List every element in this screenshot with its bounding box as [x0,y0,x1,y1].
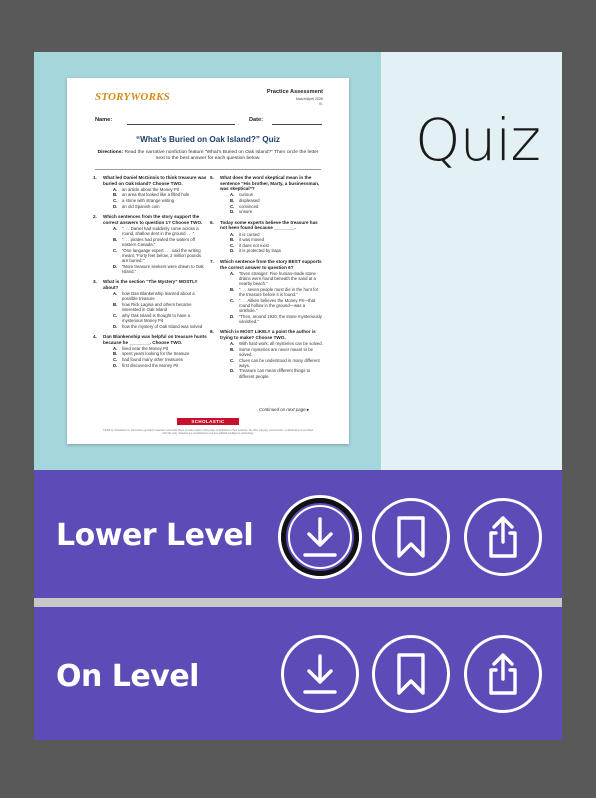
option-text: how the mystery of Oak Island was solved [122,323,203,329]
answer-option [103,204,207,209]
question-number: 5. [210,175,214,180]
option-letter: A. [230,341,235,347]
option-letter: D. [230,313,235,319]
option-letter: C. [230,357,235,363]
quiz-question [210,175,324,215]
option-text: Treasure can mean different things to different people. [239,368,311,379]
doc-directions-text: Read the narrative nonfiction feature “What’s Buried on Oak Island?” Then circle the letter next to the best answer for each question below. [124,150,319,162]
answer-option [220,298,324,314]
option-text: how Dan Blankenship learned about a possible treasure [122,291,195,302]
option-letter: D. [113,362,118,368]
quiz-document-thumbnail[interactable] [67,78,349,444]
answer-option [103,291,207,301]
answer-option [103,346,207,351]
option-text: curious [239,192,253,198]
answer-option [220,358,324,368]
option-text: it is cursed [239,231,260,237]
option-text: “More treasure seekers were drawn to Oak Island.” [122,263,204,274]
storyworks-logo: STORYWORKS [95,91,170,103]
question-number: 7. [210,258,214,264]
answer-option [103,302,207,312]
answer-option [220,347,324,357]
option-text: spent years looking for the treasure [122,351,190,357]
option-text: first discovered the Money Pit [122,362,179,368]
option-letter: A. [230,231,235,237]
doc-name-label: Name: [95,117,113,123]
quiz-preview-pane [34,52,381,470]
quiz-question [93,214,207,274]
option-letter: C. [230,297,235,303]
download-icon [300,652,340,696]
answer-option [220,243,324,248]
level-row-on-level [34,607,562,740]
option-letter: A. [230,192,235,198]
option-letter: A. [113,291,118,297]
answer-option [220,209,324,214]
answer-option [220,198,324,203]
option-letter: B. [113,192,118,198]
option-text: an old Spanish coin [122,203,160,209]
option-text: an area that looked like a filled hole [122,192,190,198]
option-letter: B. [230,286,235,292]
answer-option [220,314,324,324]
answer-option [103,363,207,368]
doc-questions-right [210,175,324,384]
question-number: 6. [210,219,214,225]
option-letter: D. [113,263,118,269]
option-text: “. . . Aitken believes the Money Pit—that round hollow in the ground—was a sinkhole.” [239,297,316,313]
answer-option [103,226,207,236]
option-text: With hard work, all mysteries can be solved. [239,341,323,347]
question-text: Which sentence from the story BEST supports the correct answer to question 6? [220,258,322,270]
option-text: Some mysteries are never meant to be solved. [239,346,314,357]
option-letter: D. [113,203,118,209]
option-text: it was moved [239,237,265,243]
answer-option [220,341,324,346]
answer-option [220,271,324,287]
answer-option [220,204,324,209]
option-letter: B. [230,237,235,243]
option-letter: D. [230,368,235,374]
answer-option [103,324,207,329]
doc-continued-note [259,407,309,413]
doc-name-line [127,124,235,125]
level-label-lower: Lower Level [56,518,254,553]
doc-fine-print: ©2026 by Scholastic Inc. Permission granted to teachers and subscribers to make copies of this page to distribute to their students. No other copying, transmission, or distributing is permitted with this copy. Readers are not allowed to use any artificial intelligence technology. [102,429,314,435]
quiz-question [210,329,324,379]
doc-header-date: March/April 2026 [295,97,323,101]
option-letter: C. [113,247,118,253]
option-text: had found many other treasures [122,357,183,363]
option-text: a stone with strange writing [122,198,175,204]
answer-option [220,237,324,242]
option-letter: C. [230,242,235,248]
option-text: “. . . pirates had prowled the waters off eastern Canada.” [122,236,196,247]
answer-option [103,187,207,192]
option-text: it does not exist [239,242,269,248]
question-number: 2. [93,214,97,220]
option-text: Clues can be understood in many different ways. [239,357,320,368]
option-text: “Even stranger: Five human-made stone drains were found beneath the sand at a nearby beach.” [239,270,316,287]
option-text: displeased [239,198,260,204]
quiz-question [93,334,207,368]
doc-directions-label: Directions: [97,150,124,155]
question-number: 8. [210,329,214,335]
question-number: 3. [93,279,97,285]
answer-option [220,248,324,253]
doc-header-label: Practice Assessment [266,89,323,95]
option-letter: A. [230,270,235,276]
question-number: 4. [93,334,97,340]
level-row-lower [34,470,562,598]
answer-option [103,313,207,323]
answer-option [220,368,324,378]
share-button-on-level[interactable] [464,635,542,713]
quiz-title-pane [381,52,562,470]
option-letter: B. [230,198,235,204]
level-divider [34,598,562,607]
option-text: why Oak Island is thought to have a mysterious Money Pit [122,312,191,324]
share-icon [483,651,523,697]
doc-header-grade: HL [318,102,323,106]
doc-title: “What’s Buried on Oak Island?” Quiz [136,135,280,144]
option-text: “Then, around 1920, the stone mysteriously vanished.” [239,313,322,324]
bookmark-icon [394,514,428,560]
level-label-on-level: On Level [56,659,199,694]
bookmark-button-lower[interactable] [372,498,450,576]
question-text: Which is MOST LIKELY a point the author is trying to make? Choose TWO. [220,329,316,340]
doc-questions-left [93,175,207,373]
option-text: “. . . seven people must die in the hunt for the treasure before it is found.” [239,286,319,297]
option-letter: C. [113,312,118,318]
question-number: 1. [93,175,97,180]
share-button-lower[interactable] [464,498,542,576]
download-icon [300,515,340,559]
doc-directions [97,150,319,163]
option-letter: C. [113,198,118,204]
doc-date-label: Date: [249,117,263,123]
option-letter: A. [113,186,118,192]
option-text: “One language expert . . . said the writing meant, ‘Forty feet below, 2 million pounds are buried.’” [122,247,202,264]
option-letter: B. [113,351,118,357]
option-letter: B. [113,301,118,307]
option-letter: C. [230,203,235,209]
download-button-on-level[interactable] [281,635,359,713]
answer-option [220,287,324,297]
resource-title: Quiz [415,106,540,174]
continued-arrow-icon: ▸ [306,407,310,412]
quiz-resource-card [34,52,562,740]
quiz-question [93,279,207,329]
bookmark-button-on-level[interactable] [372,635,450,713]
option-letter: D. [113,323,118,329]
answer-option [103,237,207,247]
option-letter: B. [113,236,118,242]
option-text: it is protected by traps [239,248,282,254]
bookmark-icon [394,651,428,697]
answer-option [220,232,324,237]
option-text: “. . . Daniel had suddenly come across a round, shallow dent in the ground . . .” [122,225,199,237]
answer-option [103,248,207,264]
doc-divider [95,169,321,170]
option-letter: A. [113,345,118,351]
option-text: unsure [239,209,253,215]
option-text: convinced [239,203,259,209]
option-letter: C. [113,357,118,363]
download-button-lower[interactable] [281,498,359,576]
question-text: What led Daniel McGinnis to think treasure was buried on Oak Island? Choose TWO. [103,175,207,186]
answer-option [103,264,207,274]
quiz-question [210,259,324,324]
question-text: Dan Blankenship was helpful on treasure hunts because he ________. Choose TWO. [103,334,207,345]
option-text: how Rick Lagina and others became interested in Oak Island [122,301,192,313]
scholastic-logo: SCHOLASTIC [177,418,239,425]
quiz-question [93,175,207,209]
option-text: an article about the Money Pit [122,186,179,192]
answer-option [220,192,324,197]
option-letter: D. [230,248,235,254]
answer-option [103,357,207,362]
share-icon [483,514,523,560]
doc-continued-text: Continued on next page [259,407,306,412]
answer-option [103,198,207,203]
question-text: Which sentences from the story support the correct answers to question 1? Choose TWO. [103,214,203,225]
question-text: What does the word skeptical mean in the sentence “His brother, Marty, a businessman, was skeptical”? [220,175,320,192]
answer-option [103,351,207,356]
question-text: What is the section “The Mystery” MOSTLY about? [103,279,198,290]
option-letter: D. [230,209,235,215]
doc-date-line [272,124,322,125]
question-text: Today some experts believe the treasure has not been found because ________. [220,219,318,231]
option-text: lived near the Money Pit [122,345,169,351]
answer-option [103,192,207,197]
option-letter: B. [230,346,235,352]
option-letter: A. [113,225,118,231]
quiz-question [210,220,324,254]
